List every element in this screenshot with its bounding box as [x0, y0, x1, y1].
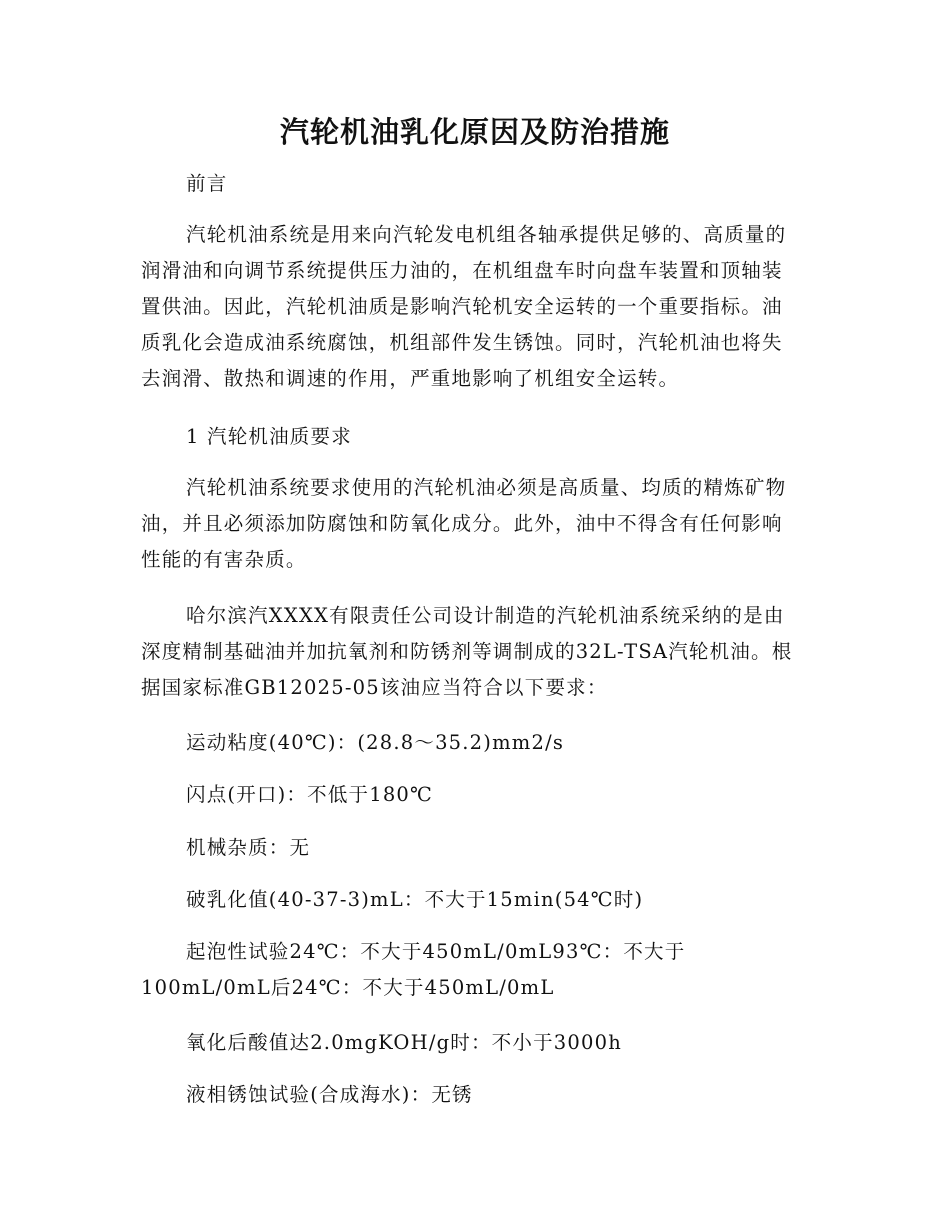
requirement-demulsibility: 破乳化值(40-37-3)mL：不大于15min(54℃时) [186, 888, 644, 911]
requirement-liquid-rust-test: 液相锈蚀试验(合成海水)：无锈 [186, 1083, 473, 1106]
document-title: 汽轮机油乳化原因及防治措施 [279, 115, 670, 149]
requirement-oxidation-acid-value: 氧化后酸值达2.0mgKOH/g时：不小于3000h [186, 1031, 622, 1054]
requirement-mechanical-impurities: 机械杂质：无 [186, 836, 311, 859]
section-1-heading: 1 汽轮机油质要求 [186, 425, 352, 448]
requirement-foaming: 起泡性试验24℃：不大于450mL/0mL93℃：不大于100mL/0mL后24℃：不大于450mL/0mL [141, 940, 686, 999]
preface-paragraph: 汽轮机油系统是用来向汽轮发电机组各轴承提供足够的、高质量的润滑油和向调节系统提供压力油的，在机组盘车时向盘车装置和顶轴装置供油。因此，汽轮机油质是影响汽轮机安全运转的一个重要指标。油质乳化会造成油系统腐蚀，机组部件发生锈蚀。同时，汽轮机油也将失去润滑、散热和调速的作用，严重地影响了机组安全运转。 [141, 223, 787, 390]
requirement-viscosity: 运动粘度(40℃)：(28.8～35.2)mm2/s [186, 731, 565, 754]
section-1-paragraph-1: 汽轮机油系统要求使用的汽轮机油必须是高质量、均质的精炼矿物油，并且必须添加防腐蚀和防氧化成分。此外，油中不得含有任何影响性能的有害杂质。 [141, 476, 787, 571]
section-1-paragraph-2: 哈尔滨汽XXXX有限责任公司设计制造的汽轮机油系统采纳的是由深度精制基础油并加抗氧剂和防锈剂等调制成的32L-TSA汽轮机油。根据国家标准GB12025-05该油应当符合以下要求： [141, 604, 793, 699]
preface-heading: 前言 [186, 172, 228, 195]
requirement-flash-point: 闪点(开口)：不低于180℃ [186, 783, 434, 806]
